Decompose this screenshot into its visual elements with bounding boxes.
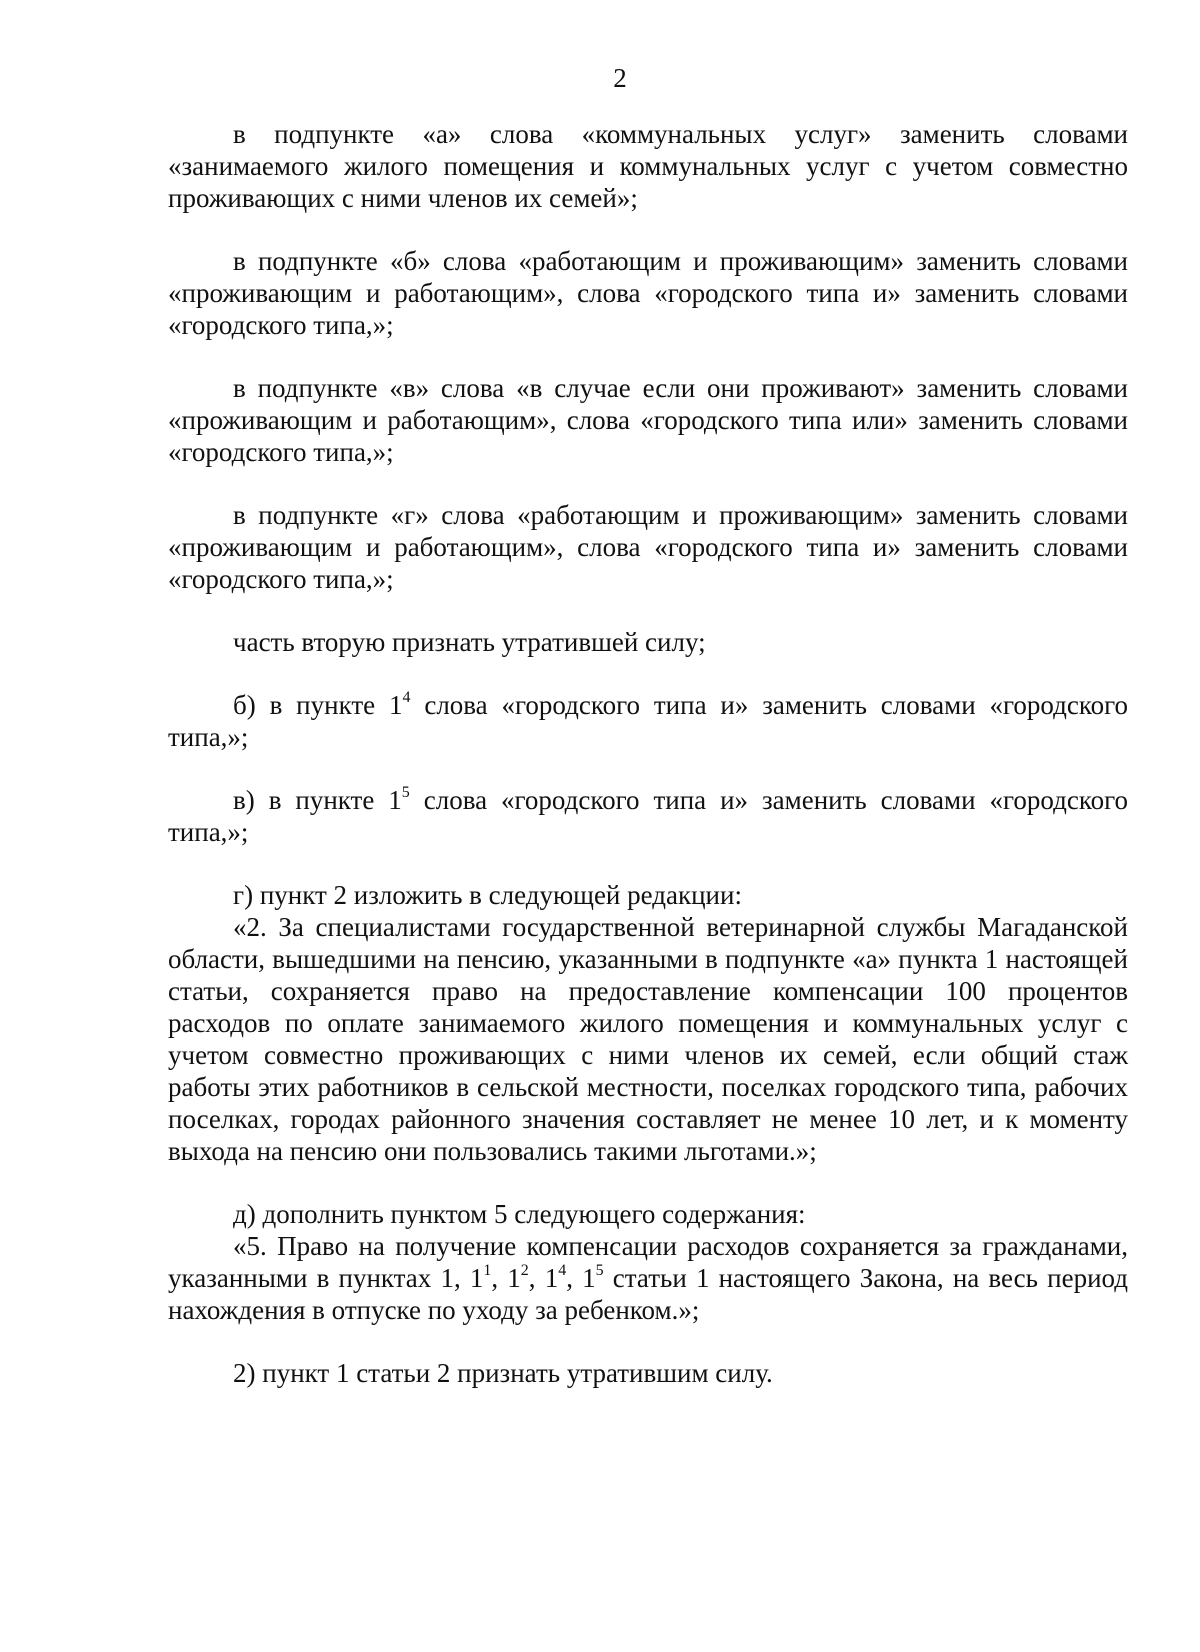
item-d-s1: 1: [483, 1262, 492, 1279]
document-body: [168, 118, 1128, 1389]
paragraph-part-two: часть вторую признать утратившей силу;: [233, 627, 706, 657]
item-d-s3: 4: [558, 1262, 567, 1279]
item-v-before: в) в пункте 1: [233, 785, 402, 815]
item-d-t2: , 1: [491, 1263, 521, 1293]
paragraph-item-g-intro: г) пункт 2 изложить в следующей редакции:: [233, 880, 742, 910]
item-d-t1: «5. Право на получение компенсации расходов сохраняется за гражданами, указанными в пунктах 1, 1: [168, 1231, 1128, 1293]
item-d-t4: , 1: [566, 1263, 596, 1293]
item-d-t3: , 1: [528, 1263, 559, 1293]
paragraph-item-g-text: «2. За специалистами государственной ветеринарной службы Магаданской области, вышедшими на пенсию, указанными в подпункте «а» пункта 1 настоящей статьи, сохраняется право на предоставление компенсации 100 процентов расходов по оплате занимаемого жилого помещения и коммунальных услуг с учетом совместно проживающих с ними членов их семей, если общий стаж работы этих работников в сельской местности, поселках городского типа, рабочих поселках, городах районного значения составляет не менее 10 лет, и к моменту выхода на пенсию они пользовались такими льготами.»;: [168, 912, 1128, 1166]
item-v-after: слова «городского типа и» заменить словами «городского типа,»;: [168, 785, 1128, 847]
paragraph-subitem-b: в подпункте «б» слова «работающим и проживающим» заменить словами «проживающим и работающим», слова «городского типа и» заменить словами «городского типа,»;: [168, 246, 1128, 340]
paragraph-item-b: [168, 689, 1128, 753]
item-d-t5: статьи 1 настоящего Закона, на весь период нахождения в отпуске по уходу за ребенком.»;: [168, 1263, 1128, 1325]
paragraph-subitem-g: в подпункте «г» слова «работающим и проживающим» заменить словами «проживающим и работающим», слова «городского типа и» заменить словами «городского типа,»;: [168, 500, 1128, 594]
item-v-sup: 5: [401, 784, 410, 801]
paragraph-subitem-a: в подпункте «а» слова «коммунальных услуг» заменить словами «занимаемого жилого помещения и коммунальных услуг с учетом совместно проживающих с ними членов их семей»;: [168, 119, 1128, 213]
paragraph-subitem-v: в подпункте «в» слова «в случае если они проживают» заменить словами «проживающим и работающим», слова «городского типа или» заменить словами «городского типа,»;: [168, 373, 1128, 467]
page-number: 2: [613, 63, 627, 93]
item-d-s4: 5: [595, 1262, 604, 1279]
paragraph-item-d-text: [168, 1230, 1128, 1326]
paragraph-item-2: 2) пункт 1 статьи 2 признать утратившим силу.: [233, 1358, 773, 1388]
item-d-s2: 2: [520, 1262, 529, 1279]
paragraph-item-v: [168, 784, 1128, 848]
paragraph-item-d-intro: д) дополнить пунктом 5 следующего содержания:: [233, 1199, 806, 1229]
item-b-after: слова «городского типа и» заменить словами «городского типа,»;: [168, 690, 1128, 752]
item-b-before: б) в пункте 1: [233, 690, 403, 720]
item-b-sup: 4: [402, 689, 411, 706]
